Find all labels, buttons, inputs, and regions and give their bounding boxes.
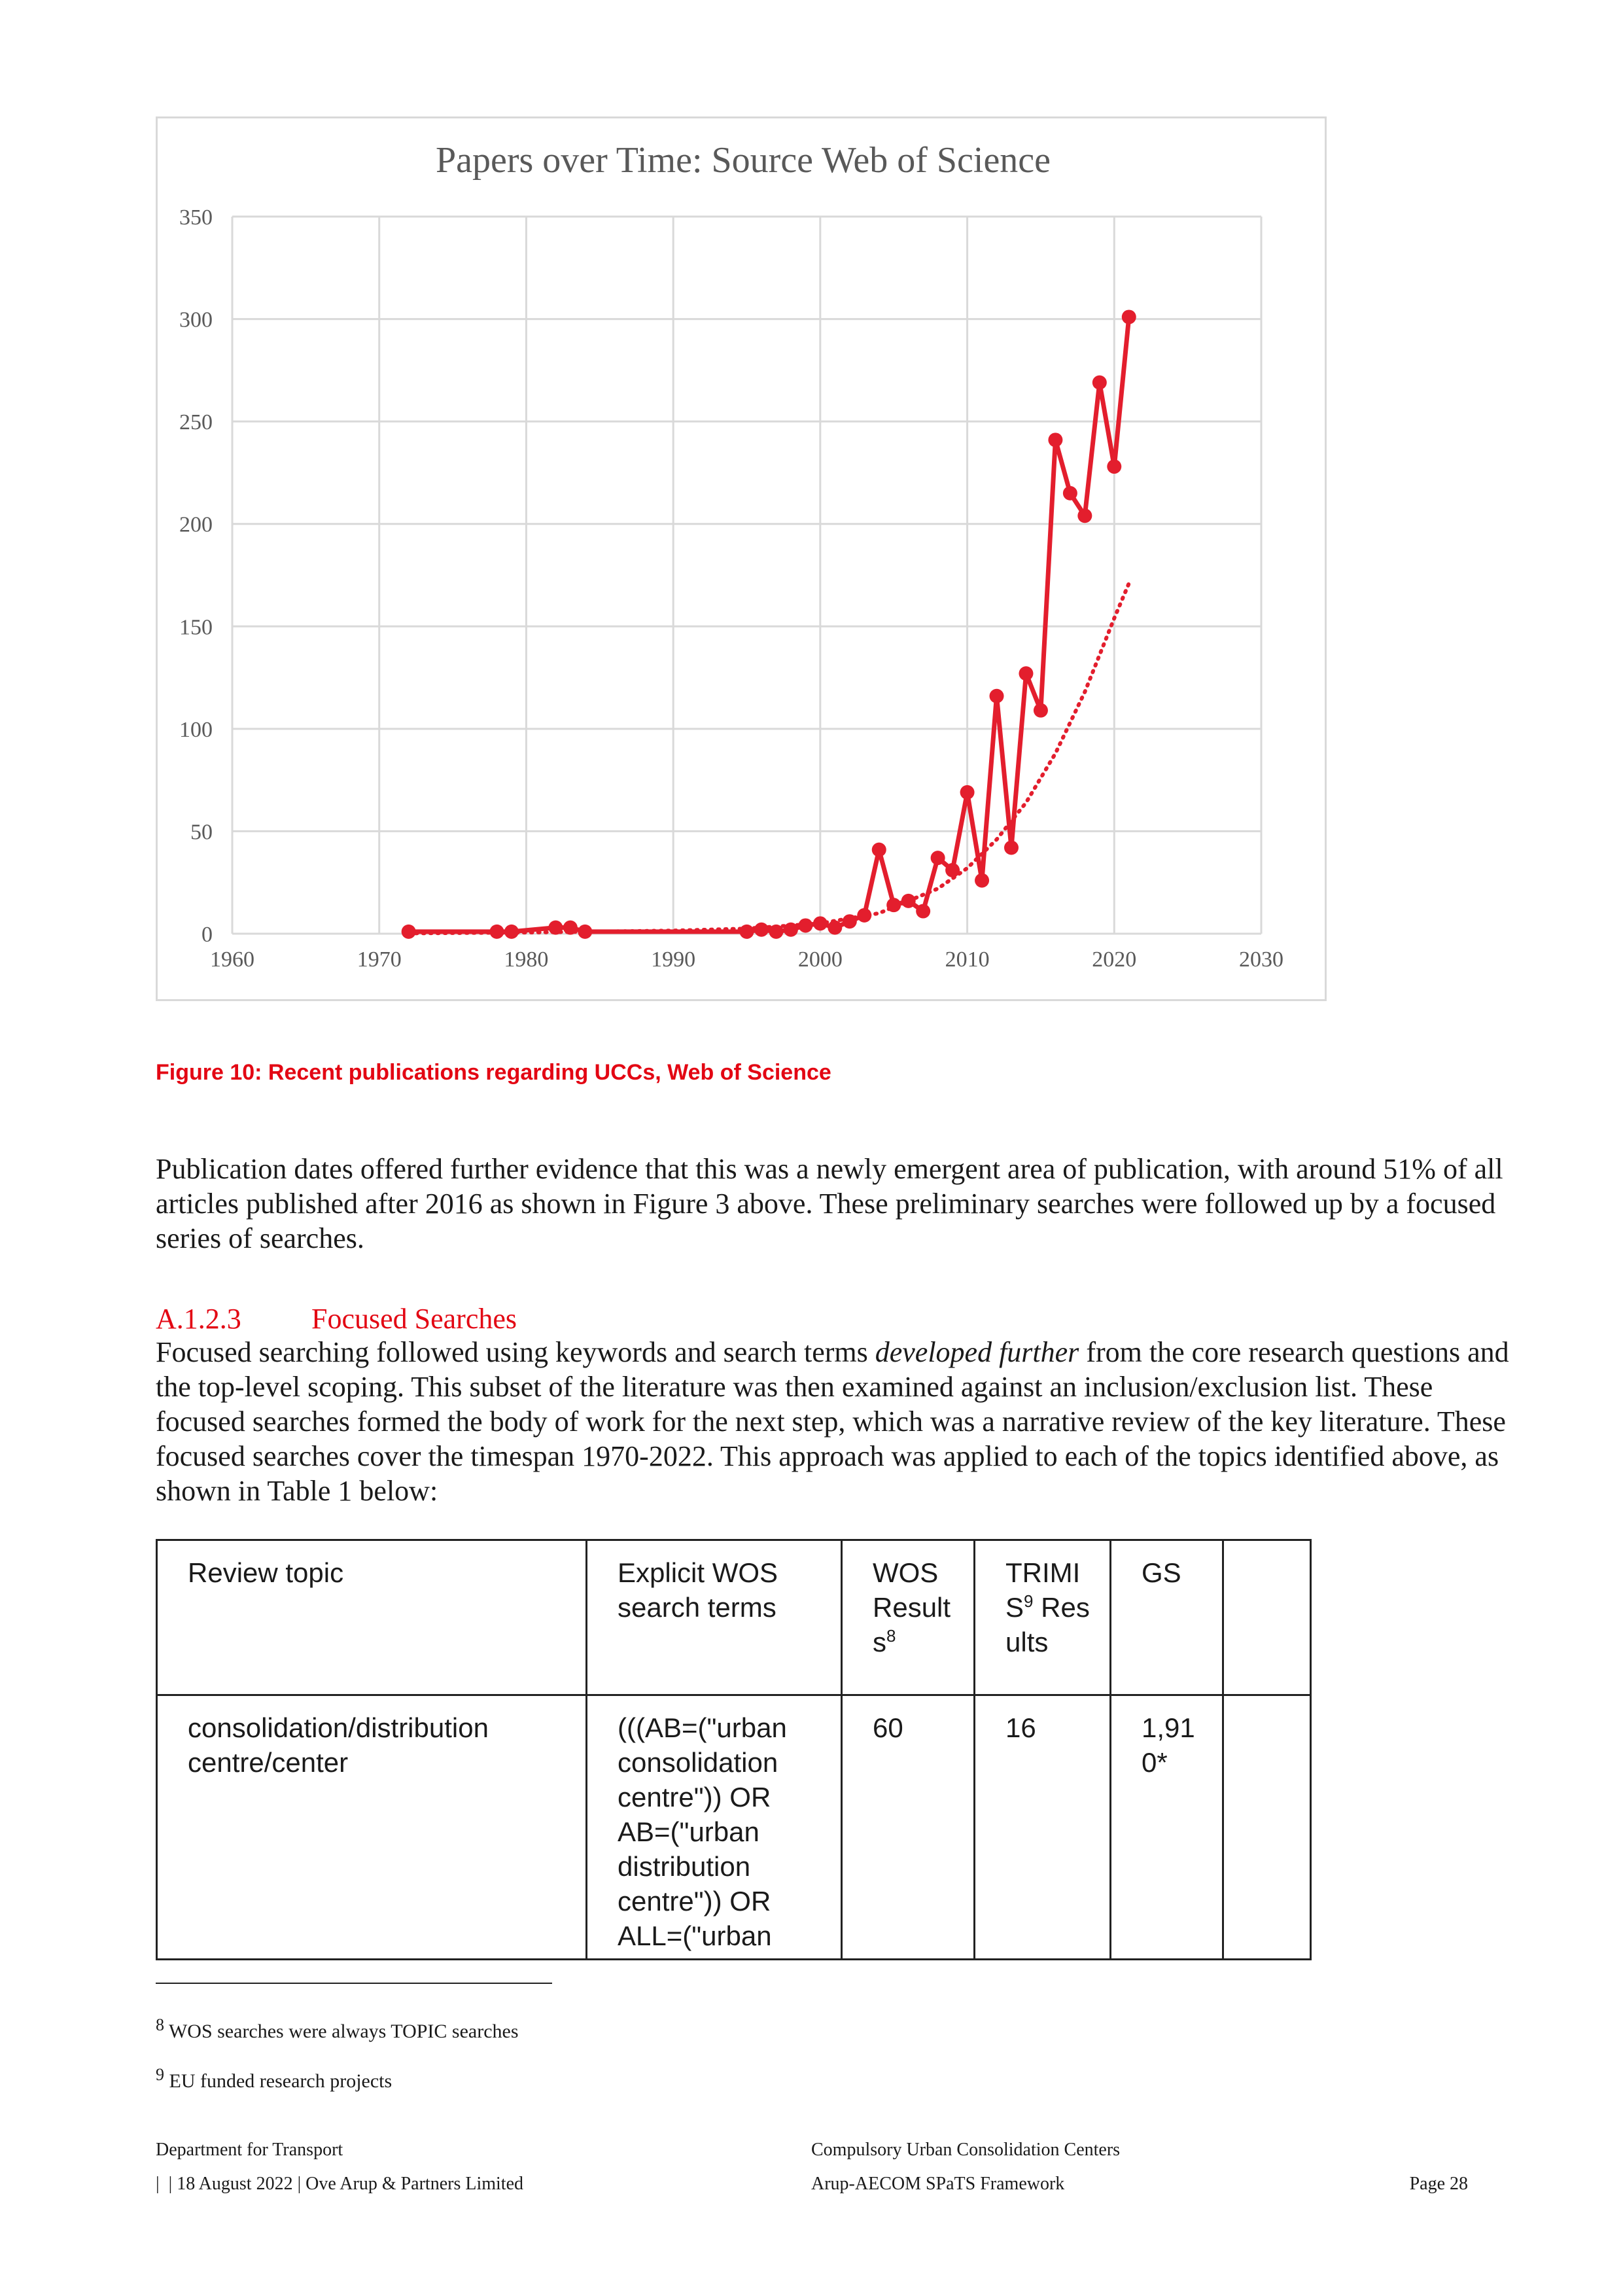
header-review-topic: Review topic [157, 1540, 587, 1695]
data-point [828, 921, 842, 935]
data-point [563, 921, 578, 935]
header-wos-results [842, 1540, 975, 1695]
section-heading [156, 1302, 517, 1335]
data-point [784, 923, 798, 937]
footnote-text: WOS searches were always TOPIC searches [168, 2021, 519, 2042]
data-point [548, 921, 563, 935]
footnote-number: 8 [156, 2015, 164, 2034]
header-wos-terms: Explicit WOS search terms [587, 1540, 842, 1695]
data-point [1092, 376, 1107, 390]
footer-page-number: Page 28 [1409, 2174, 1468, 2194]
data-point [945, 863, 960, 877]
papers-over-time-chart [158, 118, 1325, 999]
wos-results-label: WOS Results [873, 1557, 951, 1657]
footer-framework: Arup-AECOM SPaTS Framework [811, 2174, 1065, 2194]
footnote-ref-9: 9 [1024, 1591, 1034, 1611]
cell-extra [1223, 1695, 1311, 1960]
footnote-number: 9 [156, 2065, 164, 2084]
data-point [1077, 508, 1092, 523]
y-tick-label: 50 [190, 820, 213, 845]
data-point [975, 874, 989, 888]
paragraph-text-after: from the core research questions and the top-level scoping. This subset of the literature was then examined against an inclusion/exclusion list. These focused searches formed the body of work for the next step, which was a narrative review of the key literature. These focused searches cover the timespan 1970-2022. This approach was applied to each of the topics identified above, as shown in Table 1 below: [156, 1336, 1509, 1507]
y-tick-label: 0 [201, 923, 213, 947]
footnote-text: EU funded research projects [169, 2070, 393, 2092]
y-tick-label: 350 [179, 205, 213, 230]
data-point [1122, 309, 1136, 324]
data-point [843, 914, 857, 928]
y-tick-label: 150 [179, 615, 213, 640]
figure-caption: Figure 10: Recent publications regarding UCCs, Web of Science [156, 1060, 831, 1085]
search-terms-table [156, 1539, 1312, 1960]
cell-review-topic: consolidation/distribution centre/center [157, 1695, 587, 1960]
paragraph-emphasis: developed further [875, 1336, 1079, 1368]
footnote-ref-8: 8 [886, 1626, 896, 1646]
data-point [798, 918, 812, 932]
y-tick-label: 250 [179, 410, 213, 435]
data-point [901, 894, 916, 908]
trimis-results-label: Results [1005, 1592, 1090, 1657]
footnote-8 [156, 2015, 519, 2043]
data-point [931, 851, 945, 865]
data-point [857, 908, 871, 923]
header-gs: GS [1111, 1540, 1223, 1695]
data-point [740, 925, 754, 939]
cell-trimis-results: 16 [975, 1695, 1111, 1960]
x-tick-label: 1990 [651, 947, 696, 972]
data-point [1004, 840, 1019, 855]
x-tick-label: 2010 [945, 947, 990, 972]
data-point [504, 925, 519, 939]
data-point [1107, 459, 1121, 474]
x-tick-label: 2000 [797, 947, 843, 972]
data-point [916, 904, 930, 919]
data-point [1048, 433, 1062, 447]
cell-gs: 1,910* [1111, 1695, 1223, 1960]
x-tick-label: 1960 [210, 947, 254, 972]
y-tick-label: 200 [179, 512, 213, 537]
data-point [769, 925, 783, 939]
data-point [578, 925, 592, 939]
trimis-label: TRIMIS [1005, 1557, 1081, 1623]
data-point [813, 916, 828, 930]
series-line [409, 317, 1129, 932]
y-tick-label: 100 [179, 717, 213, 742]
footnote-divider [156, 1983, 552, 1984]
table-header-row [157, 1540, 1311, 1695]
data-point [1063, 486, 1077, 501]
table-row [157, 1695, 1311, 1960]
header-extra [1223, 1540, 1311, 1695]
footer-client: Department for Transport [156, 2140, 343, 2160]
cell-wos-results: 60 [842, 1695, 975, 1960]
body-paragraph-1: Publication dates offered further evidence that this was a newly emergent area of publication, with around 51% of all articles published after 2016 as shown in Figure 3 above. These preliminary searches were followed up by a focused series of searches. [156, 1153, 1503, 1254]
cell-wos-terms: (((AB=("urban consolidation centre")) OR AB=("urban distribution centre")) OR ALL=("urban [587, 1695, 842, 1960]
footnote-9 [156, 2065, 393, 2093]
x-tick-label: 2020 [1092, 947, 1137, 972]
data-point [886, 898, 901, 912]
footer-meta: | | 18 August 2022 | Ove Arup & Partners Limited [156, 2174, 523, 2194]
data-point [1019, 666, 1033, 680]
footer-project: Compulsory Urban Consolidation Centers [811, 2140, 1121, 2160]
section-number: A.1.2.3 [156, 1303, 241, 1335]
chart-title: Papers over Time: Source Web of Science [435, 140, 1051, 181]
data-point [1034, 703, 1048, 718]
data-point [402, 925, 416, 939]
header-trimis-results [975, 1540, 1111, 1695]
data-point [990, 689, 1004, 703]
x-tick-label: 1970 [357, 947, 402, 972]
chart-container [156, 116, 1327, 1001]
data-point [489, 925, 504, 939]
x-tick-label: 2030 [1239, 947, 1283, 972]
data-point [872, 843, 886, 857]
body-paragraph-2 [156, 1335, 1516, 1508]
x-tick-label: 1980 [504, 947, 549, 972]
data-point [960, 785, 975, 800]
y-tick-label: 300 [179, 308, 213, 332]
section-title: Focused Searches [311, 1303, 517, 1335]
data-point [754, 923, 769, 937]
paragraph-text-before: Focused searching followed using keywords and search terms [156, 1336, 875, 1368]
